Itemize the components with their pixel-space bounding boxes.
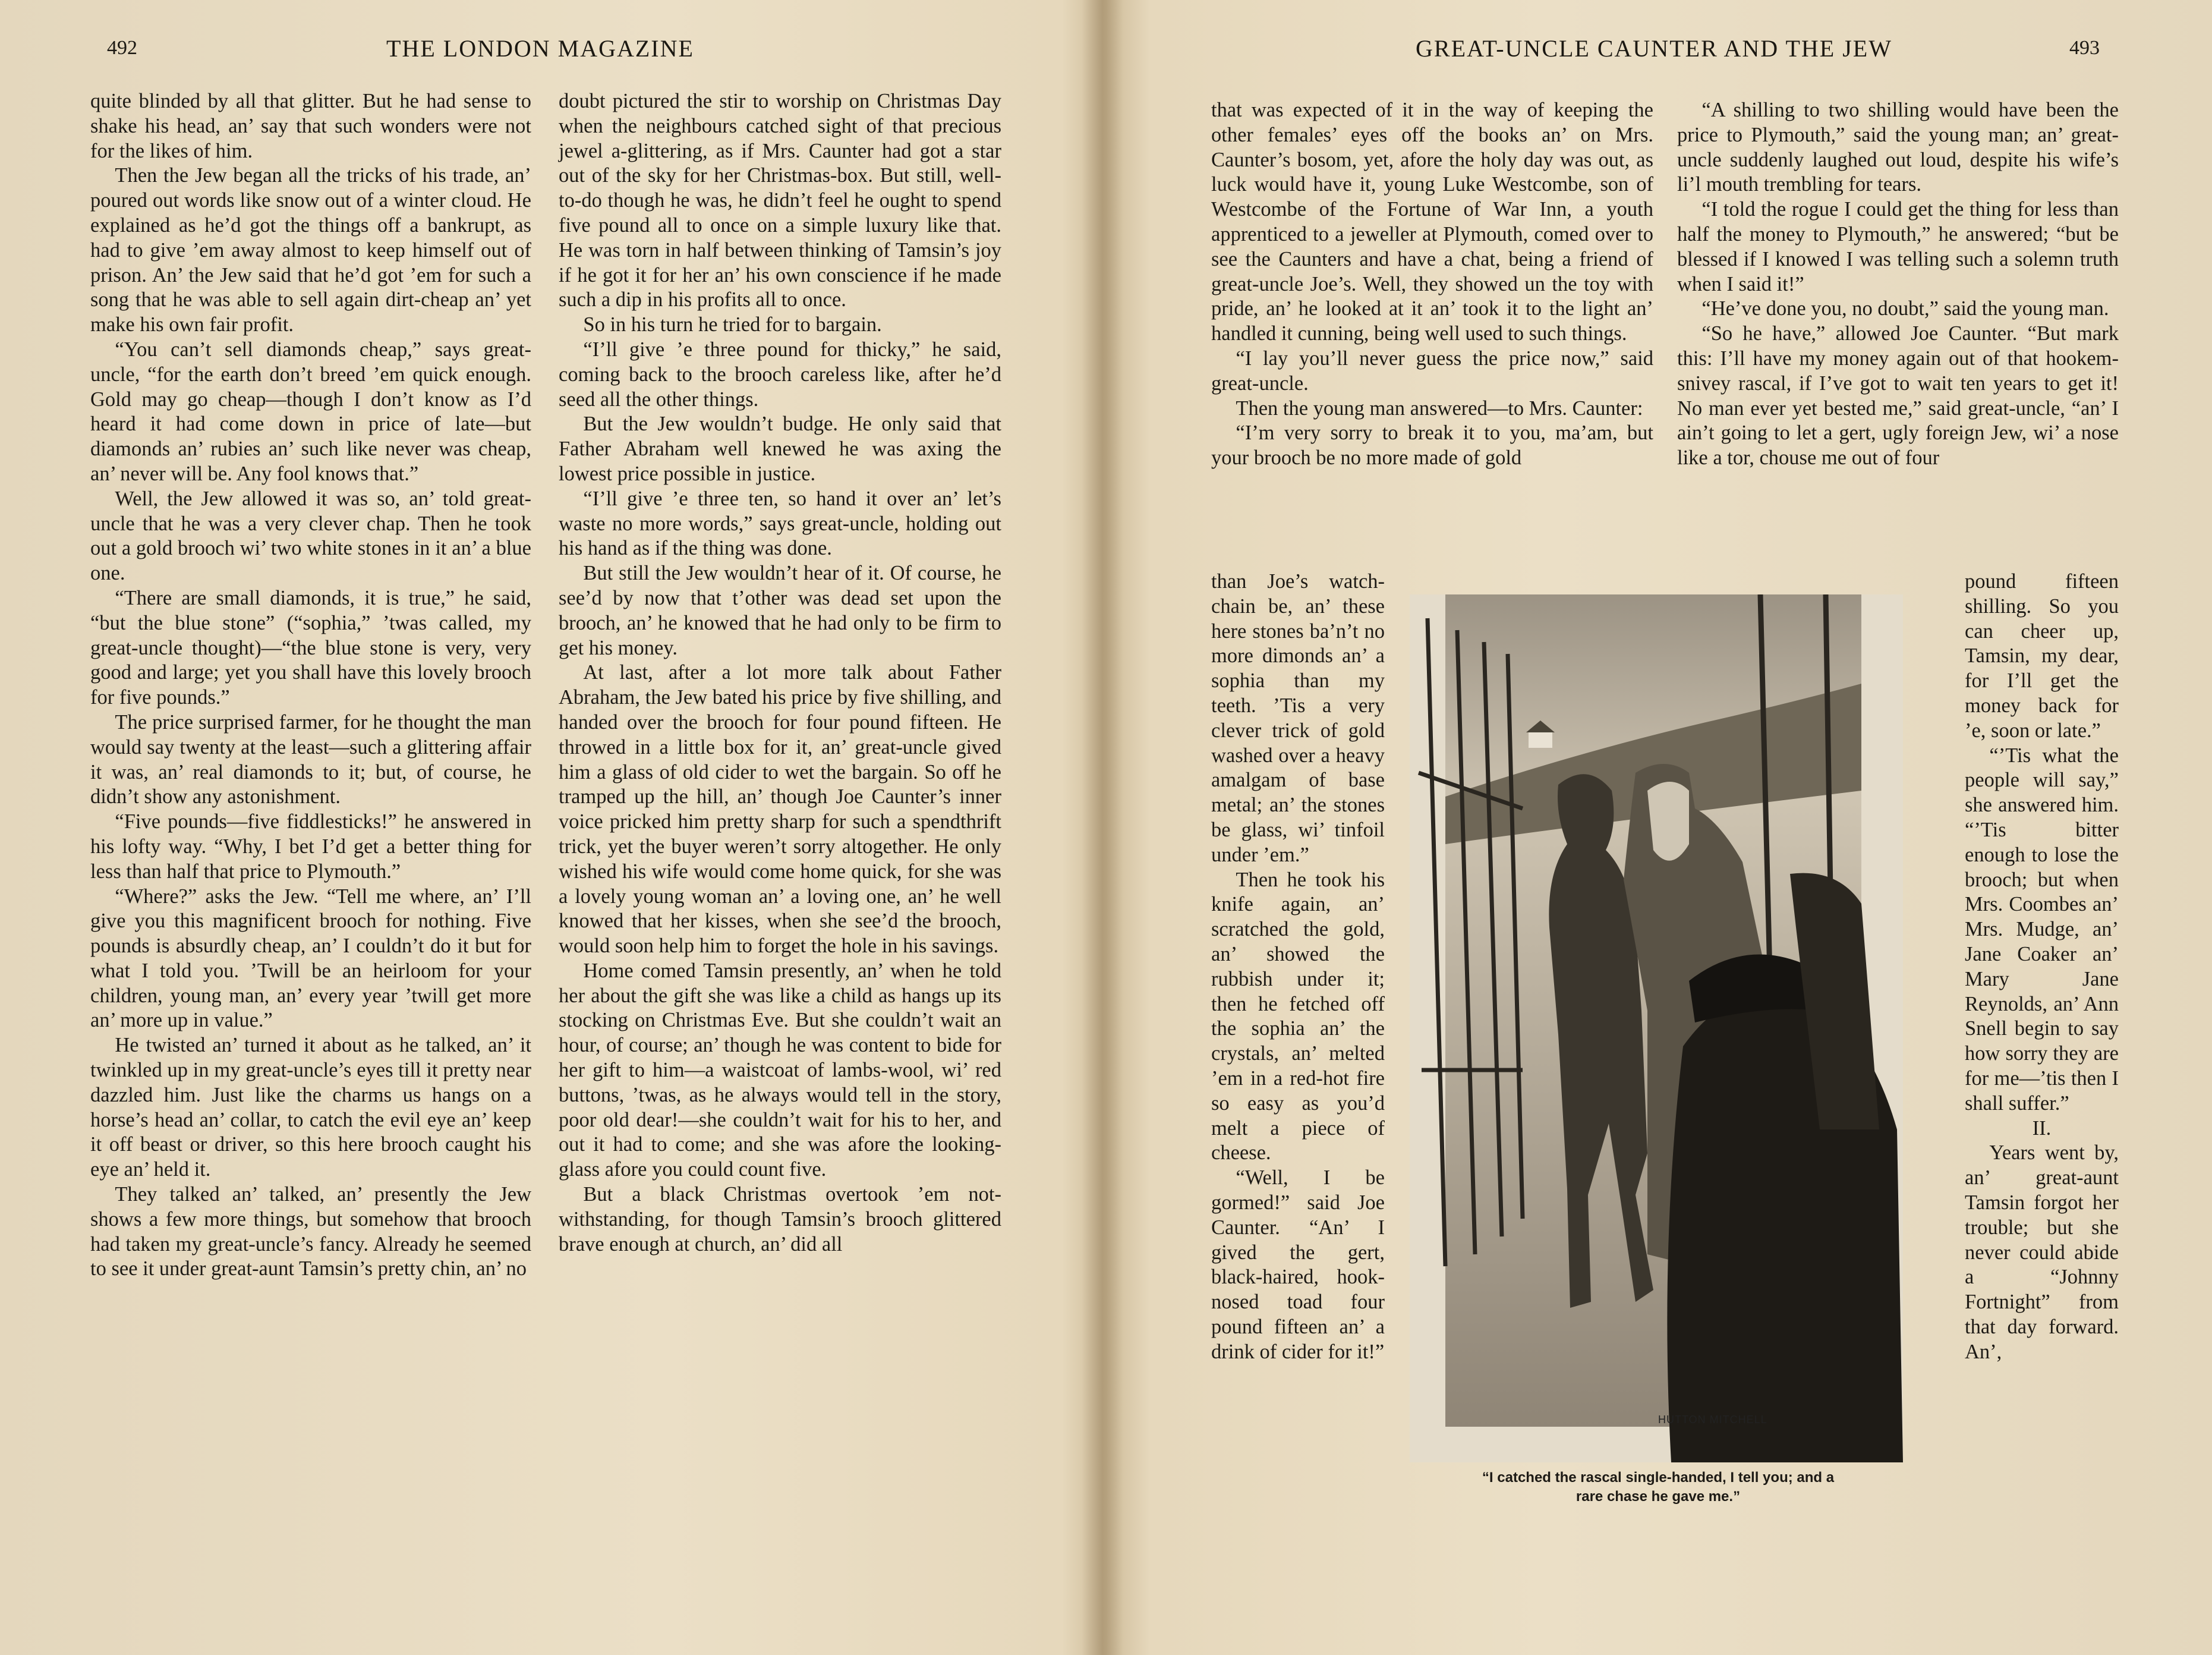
paragraph: Then the Jew began all the tricks of his trade, an’ poured out words like snow out of a winter cloud. He explained as he’d got the things off a bankrupt, as had to give ’em away almost to keep himself out of prison. An’ the Jew said that he’d got ’em for such a song that he was able to sell again dirt-cheap an’ yet make his own fair profit.: [90, 164, 531, 336]
paragraph: But a black Christmas overtook ’em not-withstanding, for though Tamsin’s brooch glittered brave enough at church, an’ did all: [559, 1183, 1001, 1256]
paragraph: “I’ll give ’e three ten, so hand it over an’ let’s waste no more words,” says great-uncle, holding out his hand as if the thing was done.: [559, 487, 1001, 560]
paragraph: Then he took his knife again, an’ scratched the gold, an’ showed the rubbish under it; then he fetched off the sophia an’ the crystals, an’ melted ’em in a red-hot fire so easy as you’d melt a piece of cheese.: [1211, 868, 1385, 1165]
right-column-1-narrow: [1211, 570, 1385, 1365]
paragraph: They talked an’ talked, an’ presently the Jew shows a few more things, but somehow that brooch had taken my great-uncle’s fancy. Already he seemed to see it under great-aunt Tamsin’s pretty chin, an’ no: [90, 1183, 531, 1280]
illustration-drawing: [1410, 594, 1903, 1462]
paragraph: “’Tis what the people will say,” she answered him. “’Tis bitter enough to lose the brooch; but when Mrs. Coombes an’ Mrs. Mudge, an’ Jane Coaker an’ Mary Jane Reynolds, an’ Ann Snell begin to say how sorry they are for me—’tis then I shall suffer.”: [1965, 744, 2119, 1115]
page-number-left: 492: [107, 37, 137, 59]
paragraph: “I’ll give ’e three pound for thicky,” he said, coming back to the brooch careless like, after he’d seed all the other things.: [559, 338, 1001, 411]
illustrator-signature: HUTTON MITCHELL: [1658, 1414, 1767, 1426]
illustration: [1410, 594, 1903, 1462]
paragraph: “He’ve done you, no doubt,” said the young man.: [1701, 297, 2109, 320]
left-page: [0, 0, 1105, 1655]
running-head-left: THE LONDON MAGAZINE: [386, 35, 694, 62]
right-column-2-top: [1677, 98, 2119, 471]
paragraph: “Five pounds—five fiddlesticks!” he answered in his lofty way. “Why, I bet I’d get a better thing for less than half that price to Plymouth.”: [90, 810, 531, 883]
paragraph: But the Jew wouldn’t budge. He only said that Father Abraham well knewed he was axing the lowest price possible in justice.: [559, 413, 1001, 485]
paragraph: So in his turn he tried for to bargain.: [583, 313, 882, 336]
paragraph: Years went by, an’ great-aunt Tamsin forgot her trouble; but she never could abide a “Johnny Fortnight” from that day forward. An’,: [1965, 1141, 2119, 1363]
caption-line-1: “I catched the rascal single-handed, I tell you; and a: [1482, 1470, 1835, 1486]
paragraph: Well, the Jew allowed it was so, an’ told great-uncle that he was a very clever chap. Then he took out a gold brooch wi’ two white stones in it an’ a blue one.: [90, 487, 531, 585]
left-column-2: [559, 89, 1001, 1257]
left-column-1: [90, 89, 531, 1282]
paragraph: But still the Jew wouldn’t hear of it. Of course, he see’d by now that t’other was dead set upon the brooch, an’ he knowed that he had only to be firm to get his money.: [559, 562, 1001, 659]
paragraph: that was expected of it in the way of keeping the other females’ eyes off the books an’ on Mrs. Caunter’s bosom, yet, afore the holy day was out, as luck would have it, young Luke Westcombe, son of Westcombe of the Fortune of War Inn, a youth apprenticed to a jeweller at Plymouth, comed over to see the Caunters and have a chat, being a friend of great-uncle Joe’s. Well, they showed un the toy with pride, an’ he looked at it an’ took it to the light an’ handled it cunning, being well used to such things.: [1211, 99, 1653, 345]
paragraph: “So he have,” allowed Joe Caunter. “But mark this: I’ll have my money again out of that hookem-snivey rascal, if I’ve got to wait ten years to get it! No man ever yet bested me,” said great-uncle, “an’ I ain’t going to let a gert, ugly foreign Jew, wi’ a nose like a tor, chouse me out of four: [1677, 322, 2119, 470]
page-number-right: 493: [2069, 37, 2100, 59]
paragraph: He twisted an’ turned it about as he talked, an’ it twinkled up in my great-uncle’s eyes till it pretty near dazzled him. Just like the charms us hangs on a horse’s head an’ collar, to catch the evil eye an’ keep it off beast or driver, so this here brooch caught his eye an’ held it.: [90, 1034, 531, 1181]
paragraph: “There are small diamonds, it is true,” he said, “but the blue stone” (“sophia,” ’twas called, my great-uncle thought)—“the blue stone is very, very good and large; yet you shall have this lovely brooch for five pounds.”: [90, 586, 531, 709]
right-column-2-narrow: [1965, 570, 2119, 1365]
paragraph: “I lay you’ll never guess the price now,” said great-uncle.: [1211, 347, 1653, 395]
paragraph: “Where?” asks the Jew. “Tell me where, an’ I’ll give you this magnificent brooch for nothing. Five pounds is absurdly cheap, an’ I couldn’t do it but for what I told you. ’Twill be an heirloom for your children, young man, an’ every year ’twill get more an’ more up in value.”: [90, 885, 531, 1032]
caption-line-2: rare chase he gave me.”: [1576, 1489, 1741, 1505]
right-column-1-top: [1211, 98, 1653, 471]
paragraph: Then the young man answered—to Mrs. Caunter:: [1236, 397, 1643, 420]
paragraph: “I told the rogue I could get the thing for less than half the money to Plymouth,” he answered; “but be blessed if I knowed I was telling such a solemn truth when I said it!”: [1677, 198, 2119, 295]
paragraph: “Well, I be gormed!” said Joe Caunter. “An’ I gived the gert, black-haired, hook-nosed toad four pound fifteen an’ a drink of cider for it!”: [1211, 1166, 1385, 1363]
paragraph: “I’m very sorry to break it to you, ma’am, but your brooch be no more made of gold: [1211, 421, 1653, 470]
paragraph: “A shilling to two shilling would have been the price to Plymouth,” said the young man; an’ great-uncle suddenly laughed out loud, despite his wife’s li’l mouth trembling for tears.: [1677, 99, 2119, 196]
paragraph: doubt pictured the stir to worship on Christmas Day when the neighbours catched sight of that precious jewel a-glittering, as if Mrs. Caunter had got a star out of the sky for her Christmas-box. But still, well-to-do though he was, he didn’t feel he ought to spend five pound all to once on a simple luxury like that. He was torn in half between thinking of Tamsin’s joy if he got it for her an’ his own conscience if he made such a dip in his profits all to once.: [559, 90, 1001, 312]
paragraph: pound fifteen shilling. So you can cheer up, Tamsin, my dear, for I’ll get the money back for ’e, soon or late.”: [1965, 570, 2119, 742]
paragraph: Home comed Tamsin presently, an’ when he told her about the gift she was like a child as hangs up its stocking on Christmas Eve. But she couldn’t wait an hour, of course; an’ though he was content to bide for her gift to him—a waistcoat of lambs-wool, wi’ red buttons, ’twas, as he always would tell in the story, poor old dear!—she couldn’t wait for his to her, and out it had to come; and she was afore the looking-glass afore you could count five.: [559, 959, 1001, 1181]
illustration-caption: [1403, 1468, 1914, 1506]
running-head-right: GREAT-UNCLE CAUNTER AND THE JEW: [1416, 35, 1892, 62]
paragraph: than Joe’s watch-chain be, an’ these here stones ba’n’t no more dimonds an’ a sophia than my teeth. ’Tis a very clever trick of gold washed over a heavy amalgam of base metal; an’ the stones be glass, wi’ tinfoil under ’em.”: [1211, 570, 1385, 866]
paragraph: At last, after a lot more talk about Father Abraham, the Jew bated his price by five shilling, and handed over the brooch for four pound fifteen. He throwed in a little box for it, an’ great-uncle gived him a glass of old cider to wet the bargain. So off he tramped up the hill, an’ though Joe Caunter’s inner voice pricked him pretty sharp for such a spendthrift trick, yet the buyer weren’t sorry altogether. He only wished his wife would come home quick, for she was a lovely young woman an’ a loving one, an’ he well knowed that her kisses, when she see’d the brooch, would soon help him to forget the hole in his savings.: [559, 661, 1001, 958]
paragraph: “You can’t sell diamonds cheap,” says great-uncle, “for the earth don’t breed ’em quick enough. Gold may go cheap—though I don’t know as I’d heard it had come down in price of late—but diamonds an’ rubies an’ such like never was cheap, an’ never will be. Any fool knows that.”: [90, 338, 531, 485]
paragraph: quite blinded by all that glitter. But he had sense to shake his head, an’ say that such wonders were not for the likes of him.: [90, 90, 531, 162]
section-number: II.: [2032, 1116, 2052, 1140]
paragraph: The price surprised farmer, for he thought the man would say twenty at the least—such a glittering affair it was, an’ real diamonds to it; but, of course, he didn’t show any astonishment.: [90, 710, 531, 808]
